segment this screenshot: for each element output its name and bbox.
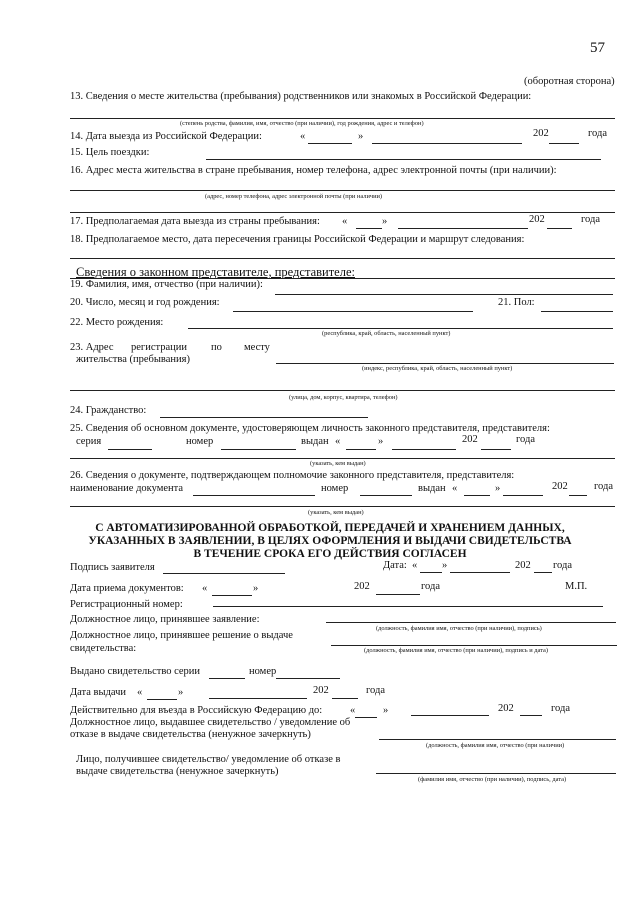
item-17-day-line[interactable] [356,228,382,229]
valid-until-year-line[interactable] [520,715,542,716]
item-24-line[interactable] [160,417,368,418]
registration-number-label: Регистрационный номер: [70,599,183,610]
item-23-hint-2: (улица, дом, корпус, квартира, телефон) [289,394,398,401]
item-19-line[interactable] [275,294,613,295]
valid-until-year-prefix: 202 [498,703,514,714]
item-26-year-word: года [594,481,613,492]
item-20-line[interactable] [233,311,473,312]
item-22-hint: (республика, край, область, населенный пункт) [322,330,451,337]
item-26-open-quote: « [452,483,458,494]
item-26-number-line[interactable] [360,495,412,496]
item-16-hint: (адрес, номер телефона, адрес электронной почты (при наличии) [205,193,383,200]
received-day-line[interactable] [212,595,252,596]
item-23-line-2[interactable] [70,390,615,391]
item-26-issuer-line[interactable] [70,506,615,507]
consent-heading-3: В ТЕЧЕНИЕ СРОКА ЕГО ДЕЙСТВИЯ СОГЛАСЕН [193,548,467,560]
date-close-quote: » [442,560,448,571]
valid-until-open-quote: « [350,705,356,716]
item-26-issued-label: выдан [418,483,446,494]
receiver-hint: (фамилия имя, отчество (при наличии), подпись, дата) [418,776,567,783]
official-decision-line[interactable] [331,645,617,646]
official-decision-label-1: Должностное лицо, принявшее решение о выдаче [70,630,293,641]
registration-number-line[interactable] [213,606,603,607]
date-label: Дата: [383,560,407,571]
item-13-line[interactable] [70,118,615,119]
item-17-month-line[interactable] [398,228,528,229]
received-date-label: Дата приема документов: [70,583,184,594]
item-23-hint: (индекс, республика, край, область, населенный пункт) [362,365,513,372]
item-15-line[interactable] [206,159,601,160]
issued-number-line[interactable] [276,678,340,679]
item-25-number-label: номер [186,436,214,447]
item-13-label: 13. Сведения о месте жительства (пребывания) родственников или знакомых в Российской Федерации: [70,91,532,102]
item-23-label-b: регистрации [131,342,187,353]
applicant-signature-label: Подпись заявителя [70,562,155,573]
valid-until-day-line[interactable] [355,717,377,718]
item-14-year-word: года [588,128,607,139]
item-14-close-quote: » [358,131,364,142]
item-25-open-quote: « [335,436,341,447]
date-open-quote: « [412,560,418,571]
item-17-label: 17. Предполагаемая дата выезда из страны пребывания: [70,216,320,227]
item-25-series-label: серия [76,436,102,447]
item-26-year-prefix: 202 [552,481,568,492]
item-17-year-line[interactable] [547,228,572,229]
item-25-month-line[interactable] [392,449,456,450]
valid-until-label: Действительно для въезда в Российскую Федерацию до: [70,705,323,716]
issuer-official-line[interactable] [379,739,616,740]
item-25-year-line[interactable] [481,449,511,450]
issued-number-label: номер [249,666,277,677]
received-year-word: года [421,581,440,592]
consent-heading-1: С АВТОМАТИЗИРОВАННОЙ ОБРАБОТКОЙ, ПЕРЕДАЧЕЙ И ХРАНЕНИЕМ ДАННЫХ, [95,522,565,534]
official-accepted-hint: (должность, фамилия имя, отчество (при наличии), подпись) [376,625,542,632]
issue-year-line[interactable] [332,698,358,699]
item-26-year-line[interactable] [569,495,587,496]
consent-heading-2: УКАЗАННЫХ В ЗАЯВЛЕНИИ, В ЦЕЛЯХ ОФОРМЛЕНИЯ И ВЫДАЧИ СВИДЕТЕЛЬСТВА [88,535,572,547]
item-25-year-word: года [516,434,535,445]
item-25-number-line[interactable] [221,449,296,450]
official-accepted-label: Должностное лицо, принявшее заявление: [70,614,260,625]
item-21-label: 21. Пол: [498,297,535,308]
issue-month-line[interactable] [209,698,307,699]
item-25-issued-label: выдан [301,436,329,447]
item-21-line[interactable] [541,311,613,312]
issuer-official-hint: (должность, фамилия имя, отчество (при наличии) [426,742,565,749]
item-17-year-prefix: 202 [529,214,545,225]
item-14-month-line[interactable] [372,143,522,144]
applicant-signature-line[interactable] [163,573,285,574]
issued-series-line[interactable] [209,678,245,679]
date-month-line[interactable] [450,572,510,573]
item-14-day-line[interactable] [308,143,352,144]
item-18-label: 18. Предполагаемое место, дата пересечения границы Российской Федерации и маршрут следования: [70,234,525,245]
item-25-close-quote: » [378,436,384,447]
item-23-label-d: месту [244,342,270,353]
item-17-open-quote: « [342,216,348,227]
item-17-close-quote: » [382,216,388,227]
valid-until-close-quote: » [383,705,389,716]
item-26-label: 26. Сведения о документе, подтверждающем полномочие законного представителя, представителя: [70,470,515,481]
item-26-month-line[interactable] [503,495,543,496]
item-25-year-prefix: 202 [462,434,478,445]
item-15-label: 15. Цель поездки: [70,147,150,158]
item-17-top-line [70,212,615,213]
item-14-year-prefix: 202 [533,128,549,139]
item-24-label: 24. Гражданство: [70,405,147,416]
item-20-label: 20. Число, месяц и год рождения: [70,297,220,308]
issuer-official-label-2: отказе в выдаче свидетельства (ненужное зачеркнуть) [70,729,311,740]
item-23-line-1[interactable] [276,363,614,364]
item-14-open-quote: « [300,131,306,142]
received-open-quote: « [202,583,208,594]
issue-date-close-quote: » [178,687,184,698]
official-decision-label-2: свидетельства: [70,643,137,654]
date-year-prefix: 202 [515,560,531,571]
item-16-label: 16. Адрес места жительства в стране пребывания, номер телефона, адрес электронной почты (при наличии): [70,165,557,176]
issued-certificate-label: Выдано свидетельство серии [70,666,201,677]
received-close-quote: » [253,583,259,594]
received-year-prefix: 202 [354,581,370,592]
date-day-line[interactable] [420,572,442,573]
item-23-label-e: жительства (пребывания) [76,354,190,365]
receiver-label-1: Лицо, получившее свидетельство/ уведомление об отказе в [76,754,341,765]
item-18-line[interactable] [70,258,615,259]
official-accepted-line[interactable] [326,622,616,623]
representative-heading: Сведения о законном представителе, представителе: [76,265,355,279]
item-17-year-word: года [581,214,600,225]
item-22-label: 22. Место рождения: [70,317,164,328]
item-14-label: 14. Дата выезда из Российской Федерации: [70,131,262,142]
issue-year-prefix: 202 [313,685,329,696]
item-23-label-a: 23. Адрес [70,342,114,353]
item-25-label: 25. Сведения об основном документе, удостоверяющем личность законного представителя, представителя: [70,423,550,434]
date-year-line[interactable] [534,572,552,573]
received-year-line[interactable] [376,594,420,595]
item-14-year-line[interactable] [549,143,579,144]
item-16-line[interactable] [70,190,615,191]
receiver-line[interactable] [376,773,616,774]
item-23-label-c: по [211,342,222,353]
page-number: 57 [590,40,605,56]
issue-date-label: Дата выдачи [70,687,127,698]
item-26-day-line[interactable] [464,495,490,496]
item-26-number-label: номер [321,483,349,494]
item-25-series-line[interactable] [108,449,152,450]
valid-until-month-line[interactable] [411,715,489,716]
issue-day-line[interactable] [147,699,177,700]
receiver-label-2: выдаче свидетельства (ненужное зачеркнуть) [76,766,279,777]
issue-year-word: года [366,685,385,696]
item-25-hint: (указать, кем выдан) [310,460,366,467]
valid-until-year-word: года [551,703,570,714]
item-25-issuer-line[interactable] [70,458,615,459]
item-26-hint: (указать, кем выдан) [308,509,364,516]
item-13-hint: (степень родства, фамилия, имя, отчество (при наличии), год рождения, адрес и телефон) [180,120,424,127]
mp-label: М.П. [565,581,588,592]
issue-date-open-quote: « [137,687,143,698]
date-year-word: года [553,560,572,571]
item-22-line[interactable] [188,328,613,329]
item-26-doc-name-line[interactable] [193,495,315,496]
issuer-official-label-1: Должностное лицо, выдавшее свидетельство / уведомление об [70,717,351,728]
official-decision-hint: (должность, фамилия имя, отчество (при наличии), подпись и дата) [364,647,549,654]
item-25-day-line[interactable] [346,449,376,450]
item-26-close-quote: » [495,483,501,494]
side-label: (оборотная сторона) [524,76,615,87]
item-26-doc-name-label: наименование документа [70,483,184,494]
item-19-label: 19. Фамилия, имя, отчество (при наличии): [70,279,263,290]
